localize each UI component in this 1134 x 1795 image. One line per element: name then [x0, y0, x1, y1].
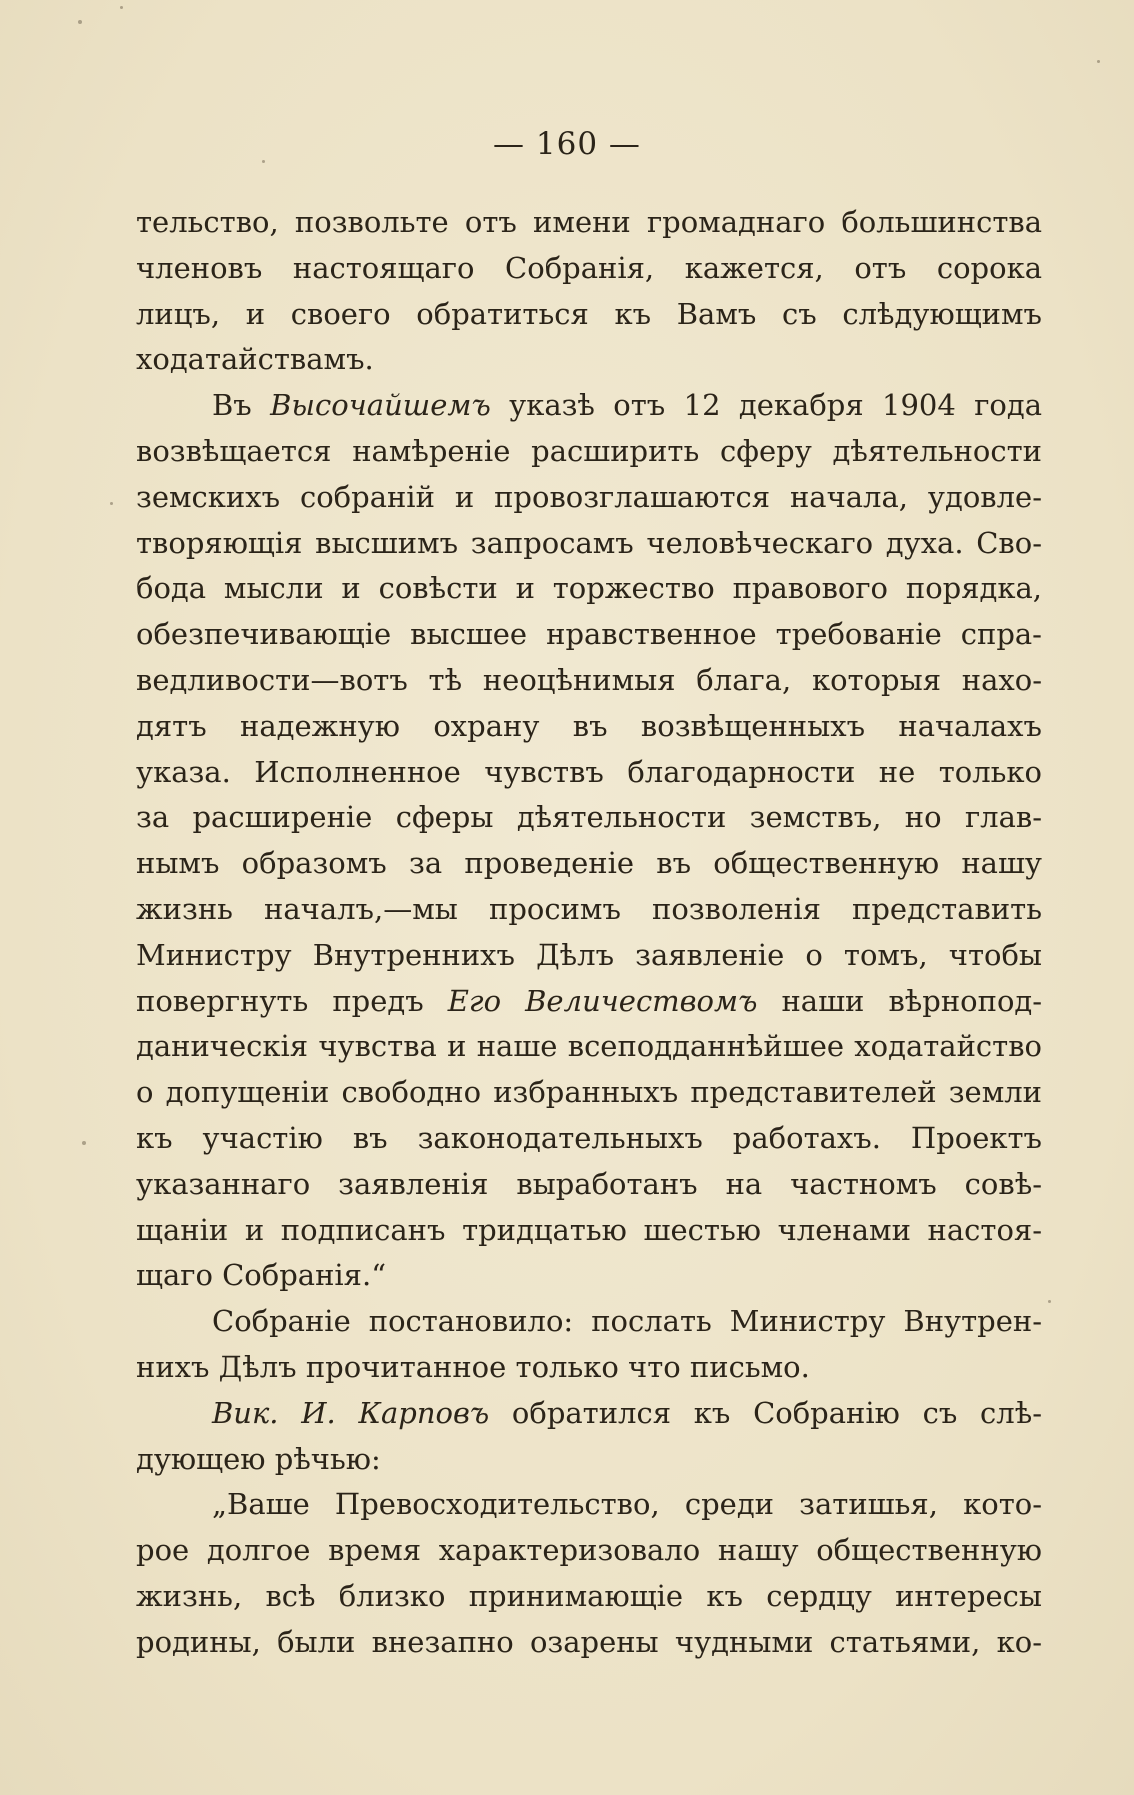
text-line: щаго Собранія.“: [136, 1258, 387, 1293]
text-line: членовъ настоящаго Собранія, кажется, отъ сорока: [136, 250, 1042, 285]
paper-speck: [1048, 1300, 1051, 1303]
text-line: рое долгое время характеризовало нашу общественную: [136, 1533, 1042, 1568]
text-line: о допущеніи свободно избранныхъ представителей земли: [136, 1075, 1042, 1110]
text-line: родины, были внезапно озарены чудными статьями, ко-: [136, 1624, 1042, 1659]
text-line: за расширеніе сферы дѣятельности земствъ, но глав-: [136, 800, 1042, 835]
text-line: Министру Внутреннихъ Дѣлъ заявленіе о томъ, чтобы: [136, 937, 1042, 972]
text-line: къ участію въ законодательныхъ работахъ. Проектъ: [136, 1120, 1042, 1155]
text-line: „Ваше Превосходительство, среди затишья, кото-: [212, 1487, 1042, 1522]
paper-speck: [110, 502, 113, 505]
text-line: тельство, позвольте отъ имени громаднаго большинства: [136, 205, 1042, 239]
text-line: ведливости—вотъ тѣ неоцѣнимыя блага, которыя нахо-: [136, 662, 1042, 697]
text-line: ходатайствамъ.: [136, 342, 374, 377]
text-line: лицъ, и своего обратиться къ Вамъ съ слѣдующимъ: [136, 296, 1042, 331]
text-line: повергнуть предъ Его Величествомъ наши вѣрнопод-: [136, 983, 1042, 1018]
text-line: творяющія высшимъ запросамъ человѣческаго духа. Сво-: [136, 525, 1042, 560]
text-line: даническія чувства и наше всеподданнѣйшее ходатайство: [136, 1029, 1042, 1064]
paper-speck: [1097, 60, 1100, 63]
text-line: жизнь началъ,—мы просимъ позволенія представить: [136, 891, 1042, 926]
body-text: [136, 200, 1042, 1666]
text-line: нихъ Дѣлъ прочитанное только что письмо.: [136, 1349, 810, 1384]
page-number: — 160 —: [493, 126, 641, 162]
text-line: бода мысли и совѣсти и торжество правового порядка,: [136, 571, 1042, 606]
text-line: возвѣщается намѣреніе расширить сферу дѣятельности: [136, 433, 1042, 468]
text-line: обезпечивающіе высшее нравственное требованіе спра-: [136, 617, 1042, 652]
text-line: нымъ образомъ за проведеніе въ общественную нашу: [136, 846, 1042, 881]
text-line: Въ Высочайшемъ указѣ отъ 12 декабря 1904 года: [212, 388, 1042, 423]
text-line: дятъ надежную охрану въ возвѣщенныхъ началахъ: [136, 708, 1042, 743]
text-line: щаніи и подписанъ тридцатью шестью членами настоя-: [136, 1212, 1042, 1247]
text-line: земскихъ собраній и провозглашаются начала, удовле-: [136, 479, 1042, 514]
paper-speck: [82, 1141, 86, 1145]
text-line: указа. Исполненное чувствъ благодарности не только: [136, 754, 1042, 789]
text-line: указаннаго заявленія выработанъ на частномъ совѣ-: [136, 1166, 1042, 1201]
text-line: жизнь, всѣ близко принимающіе къ сердцу интересы: [136, 1578, 1042, 1613]
paper-speck: [120, 6, 123, 9]
paper-speck: [262, 160, 265, 163]
text-line: Вик. И. Карповъ обратился къ Собранію съ слѣ-: [212, 1395, 1042, 1430]
text-line: Собраніе постановило: послать Министру Внутрен-: [212, 1304, 1042, 1339]
text-line: дующею рѣчью:: [136, 1441, 381, 1476]
paper-speck: [78, 20, 82, 24]
